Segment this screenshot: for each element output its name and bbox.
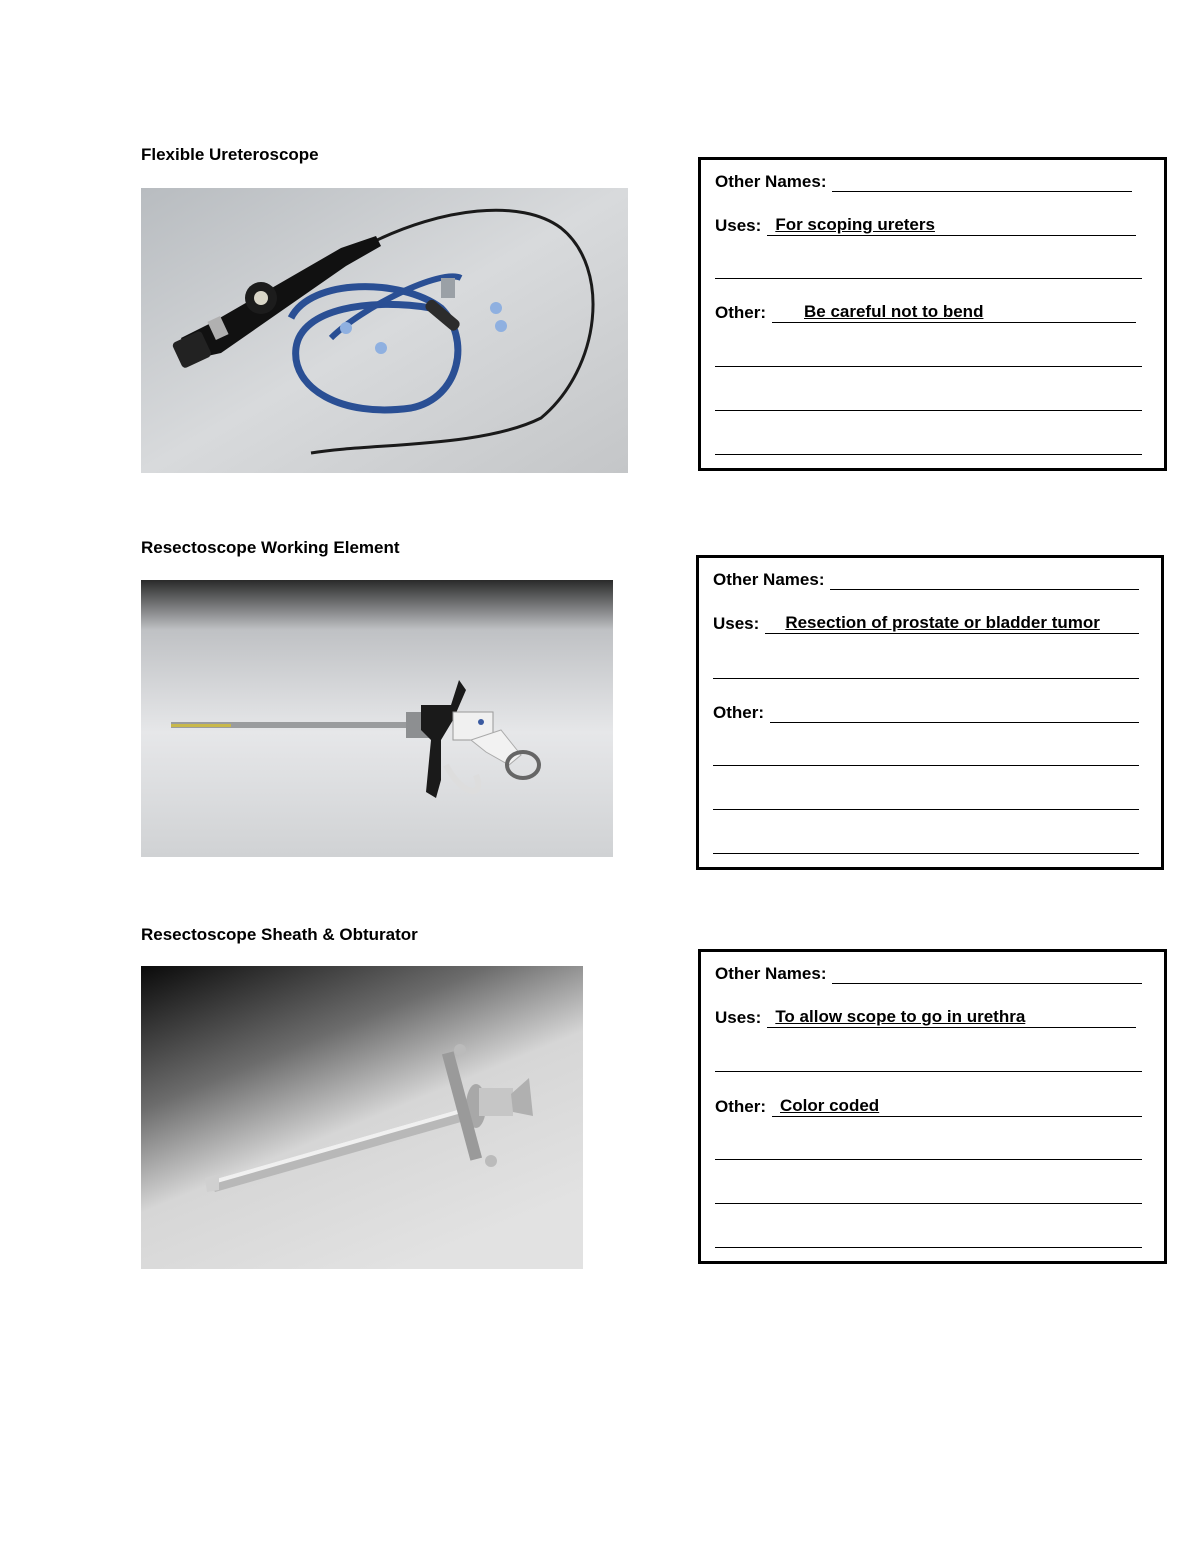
other-names-label: Other Names: xyxy=(715,964,827,983)
uses-value: For scoping ureters xyxy=(775,215,935,234)
blank-line xyxy=(715,366,1142,367)
other-label: Other: xyxy=(715,1097,766,1116)
blank-line xyxy=(713,853,1139,854)
info-card-resectoscope-sheath-obturator xyxy=(698,949,1167,1264)
flexible-ureteroscope-photo xyxy=(141,188,628,473)
other-field[interactable] xyxy=(770,703,1139,723)
blank-line xyxy=(713,809,1139,810)
blank-line xyxy=(713,678,1139,679)
info-card-flexible-ureteroscope xyxy=(698,157,1167,471)
blank-line xyxy=(715,1247,1142,1248)
other-names-field[interactable] xyxy=(832,172,1132,192)
blank-line xyxy=(713,765,1139,766)
resectoscope-working-element-photo xyxy=(141,580,613,857)
other-names-row xyxy=(713,570,1139,590)
other-row xyxy=(715,303,1142,323)
section-title-flexible-ureteroscope: Flexible Ureteroscope xyxy=(141,145,319,164)
uses-row xyxy=(715,1008,1142,1028)
other-names-label: Other Names: xyxy=(715,172,827,191)
uses-row xyxy=(715,216,1142,236)
other-names-row xyxy=(715,172,1142,192)
other-label: Other: xyxy=(713,703,764,722)
other-value: Be careful not to bend xyxy=(804,302,984,321)
other-names-label: Other Names: xyxy=(713,570,825,589)
other-names-field[interactable] xyxy=(832,964,1142,984)
uses-label: Uses: xyxy=(713,614,760,633)
other-row xyxy=(715,1097,1142,1117)
blank-line xyxy=(715,278,1142,279)
uses-label: Uses: xyxy=(715,216,762,235)
uses-field[interactable] xyxy=(767,216,1136,236)
uses-field[interactable] xyxy=(767,1008,1136,1028)
other-label: Other: xyxy=(715,303,766,322)
info-card-resectoscope-working-element xyxy=(696,555,1164,870)
blank-line xyxy=(715,1203,1142,1204)
uses-value: To allow scope to go in urethra xyxy=(775,1007,1026,1026)
uses-value: Resection of prostate or bladder tumor xyxy=(785,613,1100,632)
blank-line xyxy=(715,410,1142,411)
other-field[interactable] xyxy=(772,303,1136,323)
blank-line xyxy=(715,454,1142,455)
blank-line xyxy=(715,1159,1142,1160)
other-row xyxy=(713,703,1139,723)
other-value: Color coded xyxy=(780,1096,880,1115)
section-title-resectoscope-sheath-obturator: Resectoscope Sheath & Obturator xyxy=(141,925,418,944)
uses-label: Uses: xyxy=(715,1008,762,1027)
blank-line xyxy=(715,1071,1142,1072)
uses-row xyxy=(713,614,1139,634)
uses-field[interactable] xyxy=(765,614,1139,634)
section-title-resectoscope-working-element: Resectoscope Working Element xyxy=(141,538,400,557)
other-names-field[interactable] xyxy=(830,570,1139,590)
other-names-row xyxy=(715,964,1142,984)
other-field[interactable] xyxy=(772,1097,1142,1117)
resectoscope-sheath-obturator-photo xyxy=(141,966,583,1269)
